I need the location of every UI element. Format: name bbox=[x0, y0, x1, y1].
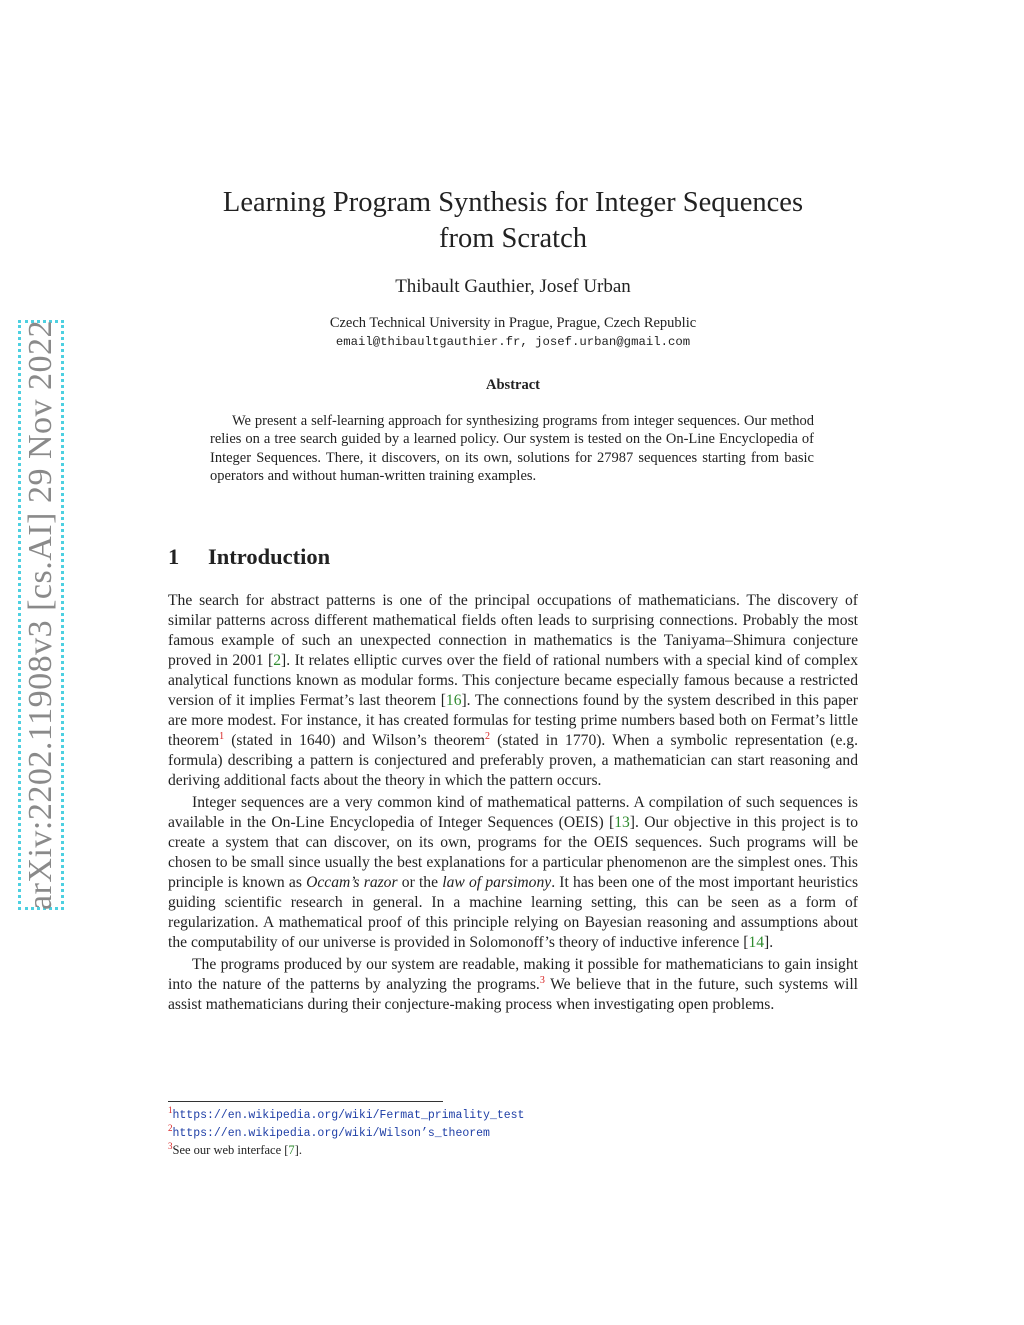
p1-text-d: (stated in 1640) and Wilson’s theorem bbox=[224, 732, 486, 749]
footnote-3 bbox=[168, 1142, 858, 1158]
arxiv-id[interactable]: arXiv:2202.11908v3 [cs.AI] 29 Nov 2022 bbox=[22, 320, 59, 910]
footnote-divider bbox=[168, 1101, 443, 1102]
paper-title bbox=[168, 185, 858, 257]
footnote-text: See our web interface [ bbox=[172, 1143, 289, 1157]
citation-link[interactable]: 16 bbox=[445, 692, 462, 709]
citation-link[interactable]: 2 bbox=[273, 652, 282, 669]
arxiv-stamp[interactable] bbox=[18, 320, 64, 910]
authors: Thibault Gauthier, Josef Urban bbox=[395, 276, 631, 297]
footnote-number: 3 bbox=[168, 1140, 173, 1151]
footnote-link[interactable]: https://en.wikipedia.org/wiki/Wilson’s_theorem bbox=[172, 1127, 490, 1140]
footnote-number: 1 bbox=[168, 1104, 173, 1115]
section-body bbox=[168, 591, 858, 1017]
section-title: Introduction bbox=[208, 544, 331, 569]
p2-text-b: ]. Our objective in this project is to create a system that can discover, on its own, programs for the OEIS sequences. Such programs will be chosen to be small since usually the best explanations for a particular phenomenon are the simplest ones. This principle is known as bbox=[168, 814, 858, 891]
footnote-1 bbox=[168, 1106, 858, 1124]
p2-text-a: Integer sequences are a very common kind of mathematical patterns. A compilation of such sequences is available in the On-Line Encyclopedia of Integer Sequences (OEIS) [ bbox=[168, 794, 858, 831]
section-heading bbox=[168, 544, 330, 570]
author-emails[interactable]: email@thibaultgauthier.fr, josef.urban@gmail.com bbox=[335, 335, 691, 349]
p1-text-b: ]. It relates elliptic curves over the field of rational numbers with a special kind of complex analytical functions known as modular forms. This conjecture became especially famous because a restricted version of it implies Fermat’s last theorem [ bbox=[168, 652, 858, 709]
paragraph-1 bbox=[168, 591, 858, 791]
p2-text-e: ]. bbox=[764, 934, 774, 951]
p2-text-c: or the bbox=[397, 874, 443, 891]
section-number: 1 bbox=[168, 544, 180, 569]
parsimony-term: law of parsimony bbox=[442, 874, 552, 891]
citation-link[interactable]: 14 bbox=[748, 934, 765, 951]
footnote-mark[interactable]: 2 bbox=[485, 730, 491, 742]
footnotes bbox=[168, 1106, 858, 1158]
abstract-heading: Abstract bbox=[486, 377, 540, 393]
affiliation: Czech Technical University in Prague, Prague, Czech Republic bbox=[329, 315, 697, 331]
paragraph-2 bbox=[168, 793, 858, 953]
p1-text-a: The search for abstract patterns is one of the principal occupations of mathematicians. The discovery of similar patterns across different mathematical fields often leads to surprising connections. Probably the most famous example of such an unexpected connection in mathematics is the Taniyama–Shimura conjecture proved in 2001 [ bbox=[168, 592, 858, 669]
footnote-link[interactable]: https://en.wikipedia.org/wiki/Fermat_primality_test bbox=[172, 1109, 525, 1122]
abstract-text: We present a self-learning approach for synthesizing programs from integer sequences. Our method relies on a tree search guided by a learned policy. Our system is tested on the On-Line Encyclopedia of Integer Sequences. There, it discovers, on its own, solutions for 27987 sequences starting from basic operators and without human-written training examples. bbox=[210, 413, 814, 484]
p3-text-b: We believe that in the future, such systems will assist mathematicians during their conjecture-making process when investigating open problems. bbox=[168, 976, 858, 1013]
title-line-2: from Scratch bbox=[439, 223, 587, 254]
title-line-1: Learning Program Synthesis for Integer Sequences bbox=[222, 187, 804, 218]
p1-text-c: ]. The connections found by the system described in this paper are more modest. For instance, it has created formulas for testing prime numbers based both on Fermat’s little theorem bbox=[168, 692, 858, 749]
occam-term: Occam’s razor bbox=[306, 874, 398, 891]
citation-link[interactable]: 13 bbox=[614, 814, 630, 831]
footnote-2 bbox=[168, 1124, 858, 1142]
footnote-mark[interactable]: 1 bbox=[219, 730, 225, 742]
p3-text-a: The programs produced by our system are readable, making it possible for mathematicians to gain insight into the nature of the patterns by analyzing the programs. bbox=[168, 956, 858, 993]
p1-text-e: (stated in 1770). When a symbolic representation (e.g. formula) describing a pattern is conjectured and preferably proven, a mathematician can start reasoning and deriving additional facts about the theory in which the pattern occurs. bbox=[168, 732, 858, 789]
p2-text-d: . It has been one of the most important heuristics guiding scientific research in general. In a machine learning setting, this can be seen as a form of regularization. A mathematical proof of this principle relying on Bayesian reasoning and assumptions about the computability of our universe is provided in Solomonoff’s theory of inductive inference [ bbox=[168, 874, 859, 951]
footnote-text-end: ]. bbox=[294, 1143, 302, 1157]
paragraph-3 bbox=[168, 955, 858, 1015]
footnote-mark[interactable]: 3 bbox=[539, 974, 545, 986]
citation-link[interactable]: 7 bbox=[288, 1143, 295, 1157]
footnote-number: 2 bbox=[168, 1122, 173, 1133]
